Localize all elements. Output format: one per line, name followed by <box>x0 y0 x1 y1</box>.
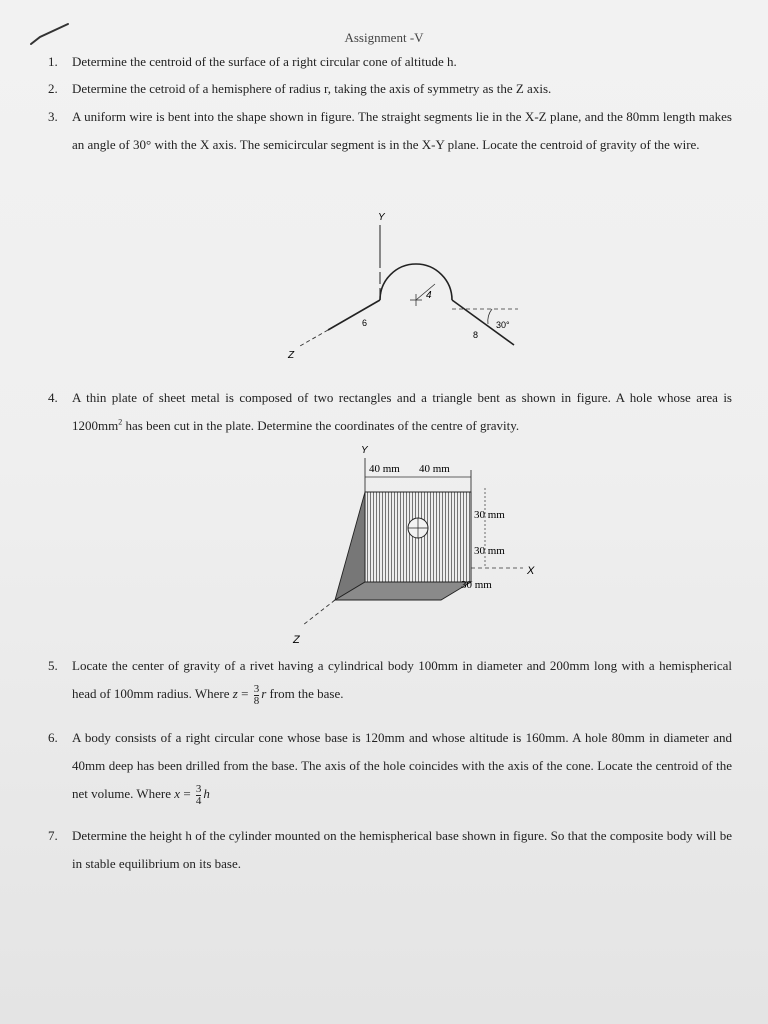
question-2 <box>48 75 732 103</box>
question-text: Determine the height h of the cylinder mounted on the hemispherical base shown in figure. So that the composite body will be in stable equilibrium on its base. <box>72 828 732 871</box>
z-axis-label: Z <box>293 634 300 646</box>
x-axis-label: X <box>527 565 535 577</box>
question-number: 4. <box>48 390 58 405</box>
question-text: Locate the center of gravity of a rivet having a cylindrical body 100mm in diameter and 200mm long with a hemispherical head of 100mm radius. Where z = $\frac{3}{8}$ r from the base. <box>72 658 732 707</box>
question-text: Determine the cetroid of a hemisphere of radius r, taking the axis of symmetry as the Z axis. <box>72 81 552 96</box>
question-5 <box>48 652 732 708</box>
fraction: $\frac{3}{4}$ <box>195 782 202 807</box>
question-number: 3. <box>48 109 58 124</box>
y-axis-label: Y <box>361 445 368 456</box>
question-text: A uniform wire is bent into the shape shown in figure. The straight segments lie in the X-Z plane, and the 80mm length makes an angle of 30° with the X axis. The semicircular segment is in the X-Y plane. Locate the centroid of gravity of the wire. <box>72 109 732 152</box>
question-6 <box>48 724 732 808</box>
dim-bottom-30mm: 30 mm <box>461 579 492 591</box>
question-number: 1. <box>48 54 58 69</box>
question-number: 2. <box>48 81 58 96</box>
angle-label: 30° <box>496 320 510 330</box>
question-3 <box>48 103 732 159</box>
fraction: $\frac{3}{8}$ <box>253 682 260 707</box>
question-text: A body consists of a right circular cone whose base is 120mm and whose altitude is 160mm. A hole 80mm in diameter and 40mm deep has been drilled from the base. The axis of the hole coincides with the axis of the cone. Locate the centroid of the net volume. Where x = $\frac{3}{4}$ h <box>72 730 732 807</box>
question-number: 5. <box>48 658 58 673</box>
wire-figure <box>270 200 540 370</box>
question-1 <box>48 48 732 76</box>
dim-8-label: 8 <box>473 330 479 340</box>
question-number: 6. <box>48 730 58 745</box>
dim-right-30mm-1: 30 mm <box>474 509 505 521</box>
y-axis-label: Y <box>378 212 385 223</box>
question-number: 7. <box>48 828 58 843</box>
page-title: Assignment -V <box>344 30 424 45</box>
question-text: A thin plate of sheet metal is composed of two rectangles and a triangle bent as shown in figure. A hole whose area is $1200mm^2$ has been cut in the plate. Determine the coordinates of the centre of gravity. <box>72 390 732 433</box>
question-4 <box>48 384 732 440</box>
dim-top-40mm-1: 40 mm <box>369 463 400 475</box>
z-axis-label: Z <box>288 350 295 361</box>
dim-right-30mm-2: 30 mm <box>474 545 505 557</box>
question-7 <box>48 822 732 878</box>
dim-top-40mm-2: 40 mm <box>419 463 450 475</box>
plate-figure <box>285 440 555 650</box>
dim-6-label: 6 <box>362 318 368 328</box>
dim-4-label: 4 <box>426 290 432 301</box>
question-text: Determine the centroid of the surface of a right circular cone of altitude h. <box>72 54 457 69</box>
